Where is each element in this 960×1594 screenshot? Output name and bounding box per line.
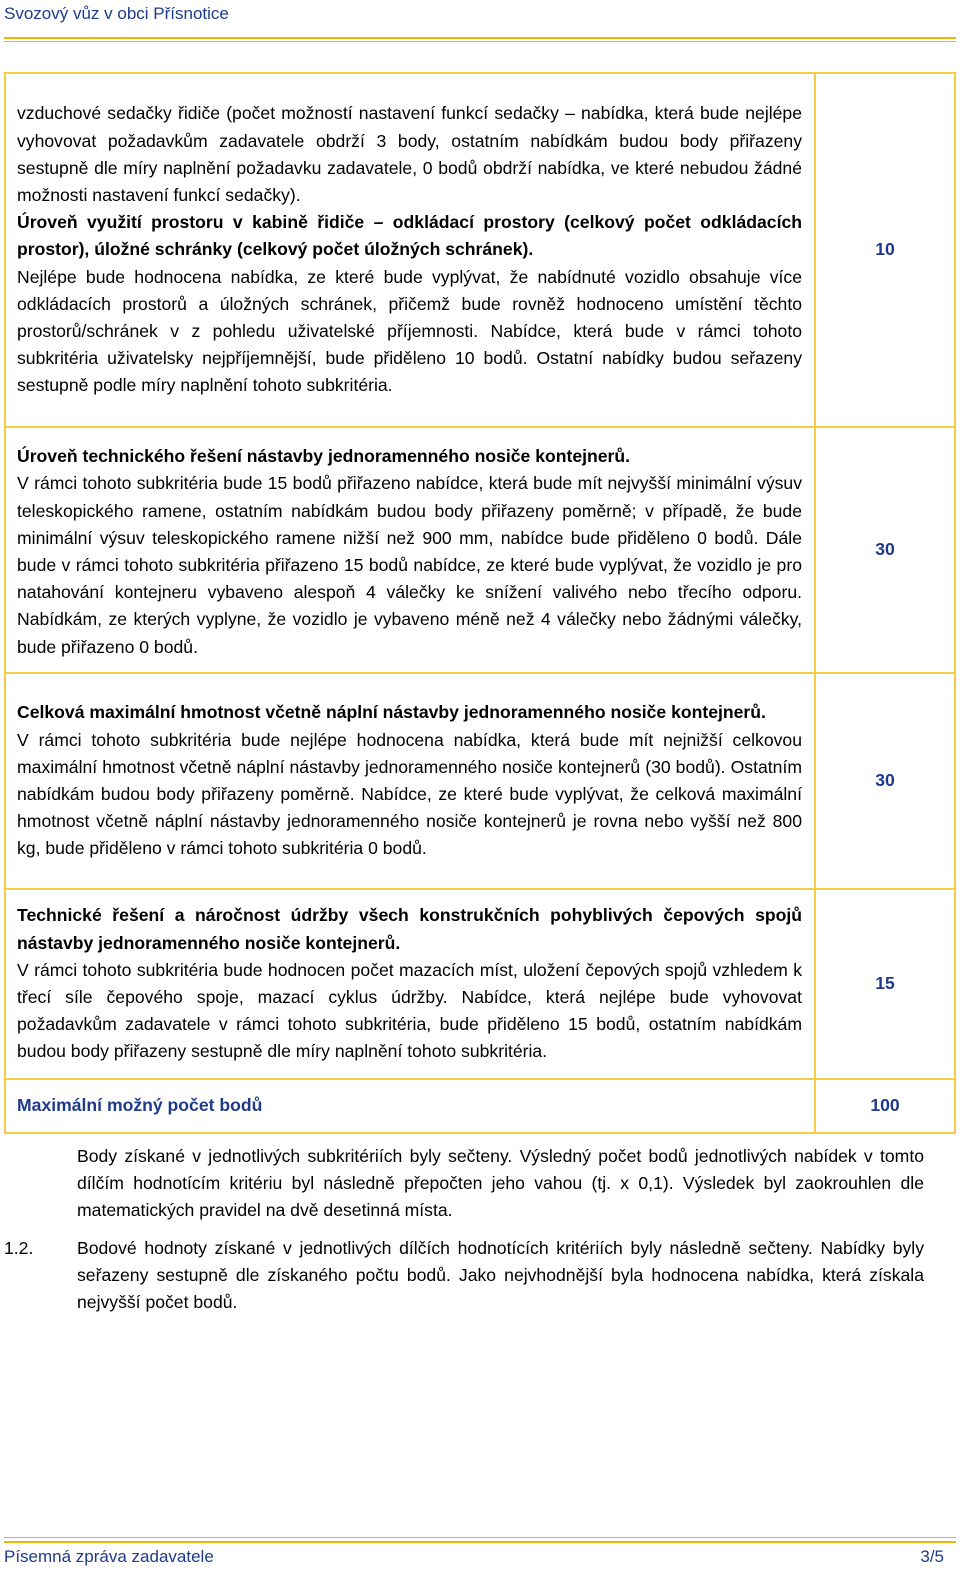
header-rule-thin — [4, 41, 956, 42]
criteria-paragraph: vzduchové sedačky řidiče (počet možností nastavení funkcí sedačky – nabídka, která bude nejlépe vyhovovat požadavkům zadavatele obdrží 3 body, ostatním nabídkám budou body přiřazeny sestupně dle míry naplnění požadavku zadavatele, 0 bodů obdrží nabídka, ve které nebudou žádné možnosti nastavení funkcí sedačky). — [17, 103, 802, 205]
criteria-heading: Úroveň využití prostoru v kabině řidiče – odkládací prostory (celkový počet odkládacích prostor), úložné schránky (celkový počet úložných schránek). — [17, 212, 802, 260]
criteria-paragraph: V rámci tohoto subkritéria bude nejlépe hodnocena nabídka, která bude mít nejnižší celkovou maximální hmotnost včetně náplní nástavby jednoramenného nosiče kontejnerů (30 bodů). Ostatním nabídkám budou body přiřazeny poměrně. Nabídce, ze které bude vyplývat, že celková maximální hmotnost včetně náplní nástavby jednoramenného nosiče kontejnerů je rovna nebo vyšší než 800 kg, bude přiděleno v rámci tohoto subkritéria 0 bodů. — [17, 729, 802, 859]
criteria-row — [5, 73, 955, 427]
criteria-row — [5, 427, 955, 673]
criteria-heading: Celková maximální hmotnost včetně náplní nástavby jednoramenného nosiče kontejnerů. — [17, 702, 766, 723]
footer-title: Písemná zpráva zadavatele — [4, 1547, 214, 1566]
criteria-paragraph: V rámci tohoto subkritéria bude 15 bodů přiřazeno nabídce, která bude mít nejvyšší minimální výsuv teleskopického ramene, ostatním nabídkám budou body přiřazeny poměrně; v případě, že bude minimální výsuv teleskopického ramene nižší než 900 mm, nabídce bude přiděleno 0 bodů. Dále bude v rámci tohoto subkritéria přiřazeno 15 bodů nabídce, ze které bude vyplývat, že vozidlo je pro natahování kontejneru vybaveno alespoň 4 válečky ke snížení valivého nebo třecího odporu. Nabídkám, ze kterých vyplyne, že vozidlo je vybaveno méně než 4 válečky nebo žádnými válečky, bude přiřazeno 0 bodů. — [17, 473, 802, 657]
summary-paragraph: Body získané v jednotlivých subkritériích byly sečteny. Výsledný počet bodů jednotlivých nabídek v tomto dílčím hodnotícím kritériu byl následně přepočten jeho vahou (tj. x 0,1). Výsledek byl zaokrouhlen dle matematických pravidel na dvě desetinná místa. — [77, 1146, 924, 1221]
section-number: 1.2. — [4, 1238, 34, 1258]
criteria-table — [4, 72, 956, 1134]
criteria-description — [5, 73, 815, 427]
criteria-description — [5, 889, 815, 1079]
footer-rule — [4, 1541, 956, 1543]
criteria-row — [5, 889, 955, 1079]
criteria-description — [5, 673, 815, 889]
criteria-points: 30 — [815, 427, 955, 673]
total-label: Maximální možný počet bodů — [5, 1079, 815, 1133]
criteria-points: 15 — [815, 889, 955, 1079]
header-rule — [4, 37, 956, 39]
criteria-description — [5, 427, 815, 673]
criteria-heading: Technické řešení a náročnost údržby všech konstrukčních pohyblivých čepových spojů nástavby jednoramenného nosiče kontejnerů. — [17, 905, 802, 953]
section-paragraph: Bodové hodnoty získané v jednotlivých dílčích hodnotících kritériích byly následně sečteny. Nabídky byly seřazeny sestupně dle získaného počtu bodů. Jako nejvhodnější byla hodnocena nabídka, která získala nejvyšší počet bodů. — [77, 1238, 924, 1313]
page-number: 3/5 — [920, 1547, 944, 1566]
page-header-title: Svozový vůz v obci Přísnotice — [4, 4, 229, 23]
criteria-row — [5, 673, 955, 889]
criteria-points: 10 — [815, 73, 955, 427]
criteria-heading: Úroveň technického řešení nástavby jednoramenného nosiče kontejnerů. — [17, 446, 631, 467]
criteria-paragraph: Nejlépe bude hodnocena nabídka, ze které bude vyplývat, že nabídnuté vozidlo obsahuje více odkládacích prostorů a úložných schránek, přičemž bude rovněž hodnoceno umístění těchto prostorů/schránek v z pohledu uživatelské příjemnosti. Nabídce, která bude v rámci tohoto subkritéria uživatelsky nejpříjemnější, bude přiděleno 10 bodů. Ostatní nabídky budou seřazeny sestupně podle míry naplnění tohoto subkritéria. — [17, 266, 802, 396]
total-row — [5, 1079, 955, 1133]
criteria-paragraph: V rámci tohoto subkritéria bude hodnocen počet mazacích míst, uložení čepových spojů vzhledem k třecí síle čepového spoje, mazací cyklus údržby. Nabídce, která nejlépe bude vyhovovat požadavkům zadavatele v rámci tohoto subkritéria, bude přiděleno 15 bodů, ostatním nabídkám budou body přiřazeny sestupně dle míry naplnění tohoto subkritéria. — [17, 959, 802, 1062]
criteria-points: 30 — [815, 673, 955, 889]
footer-rule-thin — [4, 1537, 956, 1538]
total-points: 100 — [815, 1079, 955, 1133]
